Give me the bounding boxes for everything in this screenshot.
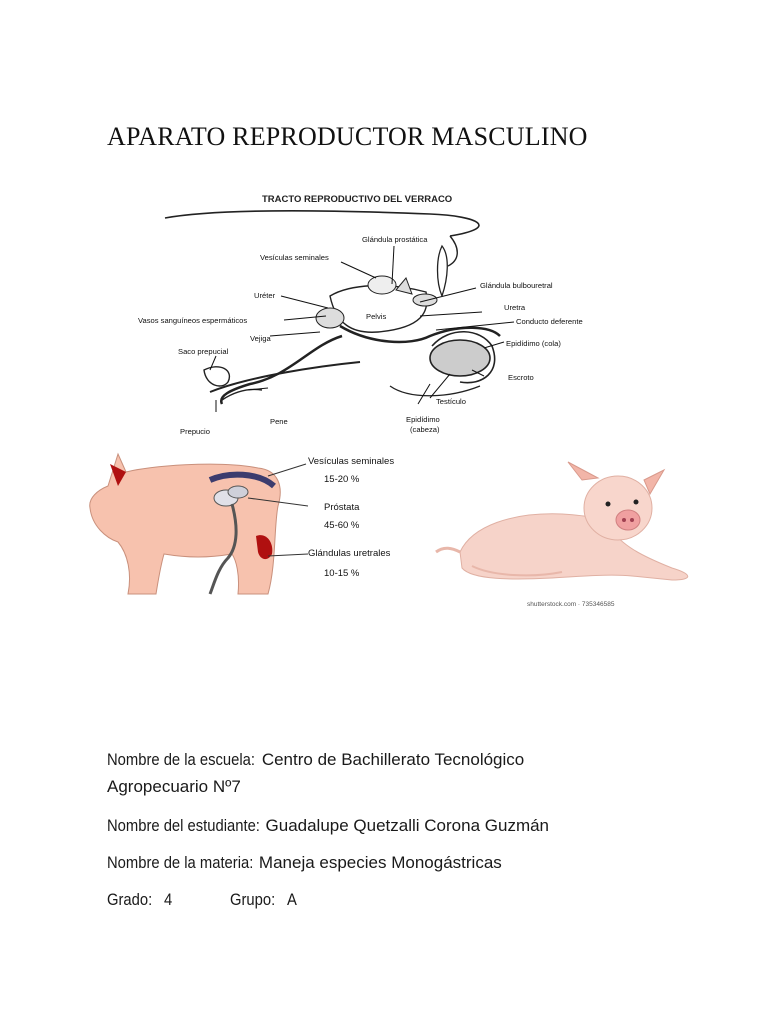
label-vesiculas-seminales: Vesículas seminales <box>260 253 329 262</box>
label-epididimo-cabeza-sub: (cabeza) <box>410 425 440 434</box>
label-prepucio: Prepucio <box>180 427 210 436</box>
label-epididimo-cabeza: Epidídimo <box>406 415 440 424</box>
student-label: Nombre del estudiante: <box>107 816 260 835</box>
school-label: Nombre de la escuela: <box>107 750 255 769</box>
label-vasos: Vasos sanguíneos espermáticos <box>138 316 248 325</box>
subject-label: Nombre de la materia: <box>107 853 254 872</box>
piglet-photo <box>432 456 702 586</box>
grade-label: Grado: <box>107 890 153 909</box>
label-glandula-bulbouretral: Glándula bulbouretral <box>480 281 553 290</box>
grade-group-row <box>107 890 298 910</box>
grade-value: 4 <box>163 890 172 909</box>
label-pelvis: Pelvis <box>366 312 387 321</box>
school-value: Centro de Bachillerato Tecnológico <box>261 750 525 769</box>
gland-value-2: 45-60 % <box>324 520 360 531</box>
group-label: Grupo: <box>229 890 276 909</box>
subject-value: Maneja especies Monogástricas <box>258 853 502 872</box>
label-uretra: Uretra <box>504 303 526 312</box>
label-conducto-deferente: Conducto deferente <box>516 317 583 326</box>
gland-label-3: Glándulas uretrales <box>308 548 391 559</box>
student-row <box>107 816 549 836</box>
gland-value-1: 15-20 % <box>324 474 360 485</box>
school-row <box>107 750 524 770</box>
subject-row <box>107 853 502 873</box>
student-value: Guadalupe Quetzalli Corona Guzmán <box>265 816 550 835</box>
pig-glands-diagram <box>88 446 395 596</box>
school-value-line-2: Agropecuario Nº7 <box>107 777 241 796</box>
label-testiculo: Testículo <box>436 397 466 406</box>
label-epididimo-cola: Epidídimo (cola) <box>506 339 561 348</box>
label-saco-prepucial: Saco prepucial <box>178 347 229 356</box>
gland-label-2: Próstata <box>324 502 360 513</box>
reproductive-tract-diagram <box>130 186 610 442</box>
photo-credit: shutterstock.com · 735346585 <box>527 601 615 608</box>
gland-label-1: Vesículas seminales <box>308 456 395 467</box>
label-vejiga: Vejiga <box>250 334 271 343</box>
group-value: A <box>286 890 297 909</box>
label-glandula-prostatica: Glándula prostática <box>362 235 428 244</box>
label-pene: Pene <box>270 417 288 426</box>
diagram-title: TRACTO REPRODUCTIVO DEL VERRACO <box>262 194 453 205</box>
label-escroto: Escroto <box>508 373 534 382</box>
page-title: APARATO REPRODUCTOR MASCULINO <box>107 122 588 151</box>
label-ureter: Uréter <box>254 291 276 300</box>
gland-value-3: 10-15 % <box>324 568 360 579</box>
